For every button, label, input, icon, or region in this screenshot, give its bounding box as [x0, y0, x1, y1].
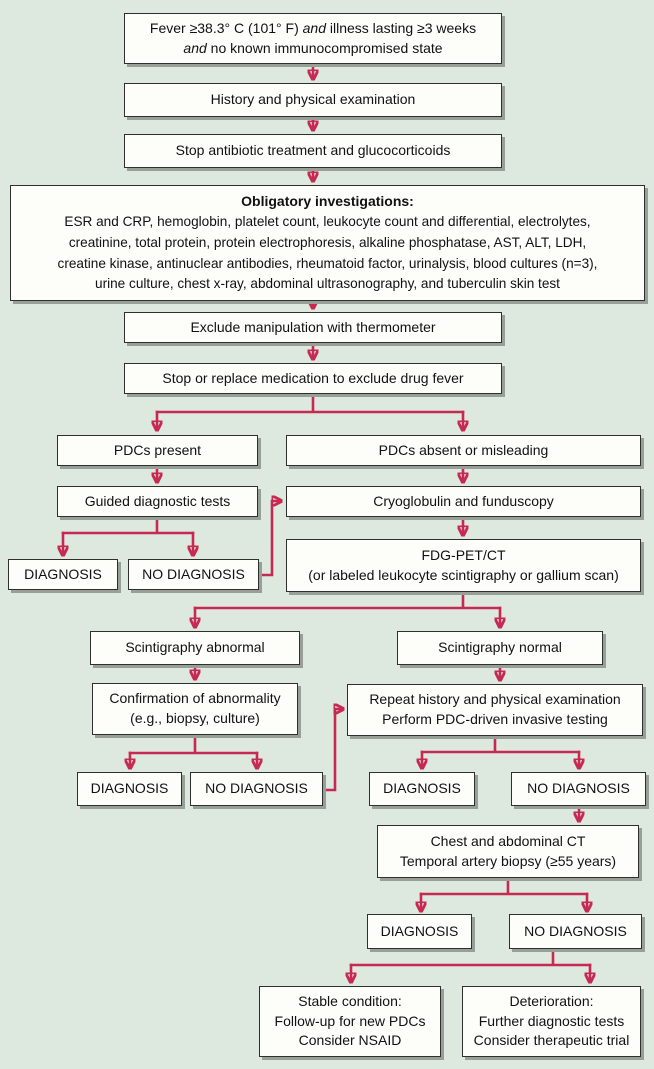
node-cryoglobulin-funduscopy: Cryoglobulin and funduscopy [286, 486, 641, 517]
node-no-diagnosis-after-ct: NO DIAGNOSIS [509, 914, 642, 949]
node-scintigraphy-normal: Scintigraphy normal [397, 631, 603, 665]
node-confirmation-of-abnormality: Confirmation of abnormality (e.g., biopsy, culture) [92, 683, 298, 735]
node-no-diagnosis-after-guided: NO DIAGNOSIS [128, 559, 259, 590]
node-pdcs-absent-misleading: PDCs absent or misleading [286, 435, 641, 466]
connector-nodiag-confirm-repeat [323, 709, 343, 790]
node-exclude-thermometer-manipulation: Exclude manipulation with thermometer [124, 312, 502, 343]
node-stable-condition: Stable condition: Follow-up for new PDCs Consider NSAID [259, 986, 441, 1057]
node-scintigraphy-abnormal: Scintigraphy abnormal [90, 631, 300, 665]
connector-branch-repeat-rail [422, 736, 579, 752]
node-diagnosis-after-guided: DIAGNOSIS [8, 559, 118, 590]
node-diagnosis-after-confirmation: DIAGNOSIS [77, 772, 182, 806]
connector-branch-guided-rail [63, 517, 193, 533]
node-history-physical-exam: History and physical examination [124, 83, 502, 117]
node-no-diagnosis-after-repeat: NO DIAGNOSIS [511, 772, 646, 806]
node-deterioration: Deterioration: Further diagnostic tests Consider therapeutic trial [462, 986, 641, 1057]
connector-branch-fdg-rail [195, 592, 500, 608]
node-stop-antibiotics: Stop antibiotic treatment and glucocorticoids [124, 134, 502, 168]
node-diagnosis-after-repeat: DIAGNOSIS [369, 772, 475, 806]
node-diagnosis-after-ct: DIAGNOSIS [367, 914, 472, 949]
node-stop-replace-medication: Stop or replace medication to exclude drug fever [124, 363, 502, 394]
node-pdcs-present: PDCs present [57, 435, 258, 466]
node-obligatory-investigations: Obligatory investigations: ESR and CRP, hemoglobin, platelet count, leukocyte count and differential, electrolytes, creatinine, total protein, protein electrophoresis, alkaline phosphatase, AST, ALT, LDH, creatine kinase, antinuclear antibodies, rheumatoid factor, urinalysis, blood cultures (n=3), urine culture, chest x-ray, abdominal ultrasonography, and tuberculin skin test [10, 185, 645, 301]
connector-nodiag-guided-cryo [259, 501, 281, 575]
connector-branch-final-rail [351, 949, 590, 965]
node-guided-diagnostic-tests: Guided diagnostic tests [57, 486, 258, 517]
node-no-diagnosis-after-confirmation: NO DIAGNOSIS [190, 772, 323, 806]
connector-branch-chest-rail [421, 878, 587, 894]
connector-branch-confirm-rail [130, 735, 257, 753]
connector-branch-pdcs-rail [157, 394, 463, 412]
node-repeat-history-pdc-testing: Repeat history and physical examination Perform PDC-driven invasive testing [347, 684, 643, 736]
node-fever-criteria: Fever ≥38.3° C (101° F) and illness lasting ≥3 weeks and no known immunocompromised state [124, 13, 502, 64]
node-fdg-pet-ct: FDG-PET/CT (or labeled leukocyte scintigraphy or gallium scan) [286, 539, 641, 592]
node-chest-abdominal-ct-biopsy: Chest and abdominal CT Temporal artery biopsy (≥55 years) [377, 825, 639, 878]
